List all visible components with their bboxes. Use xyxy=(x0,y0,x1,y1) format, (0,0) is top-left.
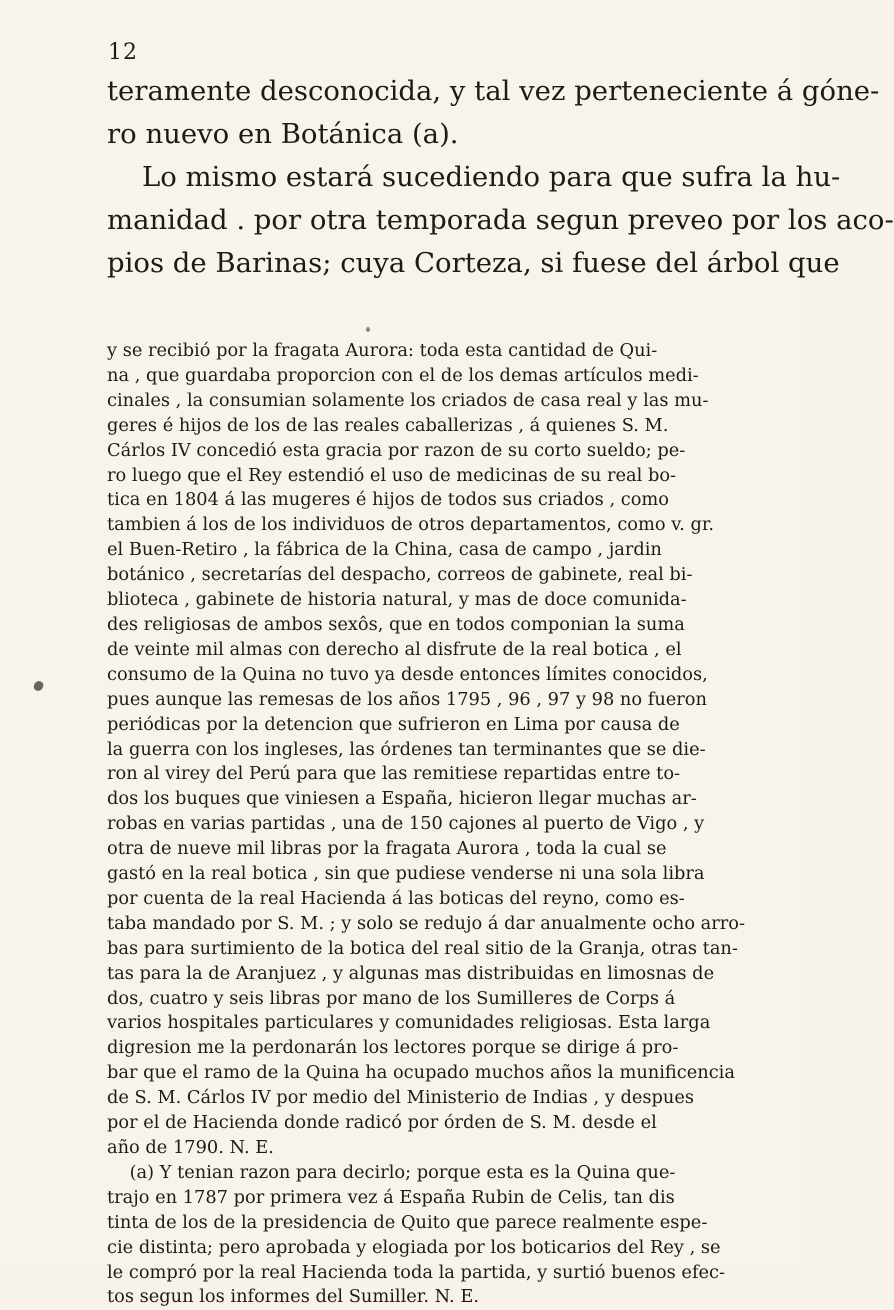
note-line: le compró por la real Hacienda toda la partida, y surtió buenos efec- xyxy=(107,1261,726,1283)
note-line: tinta de los de la presidencia de Quito que parece realmente espe- xyxy=(107,1211,708,1233)
note-line: dos los buques que viniesen a España, hicieron llegar muchas ar- xyxy=(107,788,697,810)
note-line: trajo en 1787 por primera vez á España Rubin de Celis, tan dis xyxy=(107,1186,675,1208)
note-line: digresion me la perdonarán los lectores porque se dirige á pro- xyxy=(107,1037,679,1059)
note-line: el Buen-Retiro , la fábrica de la China, casa de campo , jardin xyxy=(107,539,662,561)
note-line: ro luego que el Rey estendió el uso de medicinas de su real bo- xyxy=(107,464,677,486)
note-line: bas para surtimiento de la botica del real sitio de la Granja, otras tan- xyxy=(107,937,738,959)
note-line: na , que guardaba proporcion con el de los demas artículos medi- xyxy=(107,364,699,386)
note-line: tica en 1804 á las mugeres é hijos de todos sus criados , como xyxy=(107,489,669,511)
note-line: blioteca , gabinete de historia natural, y mas de doce comunida- xyxy=(107,589,687,611)
note-line: botánico , secretarías del despacho, correos de gabinete, real bi- xyxy=(107,564,693,586)
note-line: tas para la de Aranjuez , y algunas mas distribuidas en limosnas de xyxy=(107,962,715,984)
note-line: Cárlos IV concedió esta gracia por razon de su corto sueldo; pe- xyxy=(107,439,686,461)
note-line: de veinte mil almas con derecho al disfrute de la real botica , el xyxy=(107,638,682,660)
note-line: consumo de la Quina no tuvo ya desde entonces límites conocidos, xyxy=(107,663,708,685)
note-line: tambien á los de los individuos de otros departamentos, como v. gr. xyxy=(107,514,715,536)
main-line: pios de Barinas; cuya Corteza, si fuese del árbol que xyxy=(107,247,840,279)
note-line: pues aunque las remesas de los años 1795 , 96 , 97 y 98 no fueron xyxy=(107,688,707,710)
note-line: geres é hijos de los de las reales caballerizas , á quienes S. M. xyxy=(107,414,669,436)
ink-smudge xyxy=(366,327,370,332)
main-body-text xyxy=(107,70,894,285)
note-line: des religiosas de ambos sexôs, que en todos componian la suma xyxy=(107,613,685,635)
note-line: bar que el ramo de la Quina ha ocupado muchos años la munificencia xyxy=(107,1062,735,1084)
margin-ink-mark xyxy=(32,680,44,693)
note-line: robas en varias partidas , una de 150 cajones al puerto de Vigo , y xyxy=(107,813,705,835)
footnote-text xyxy=(107,339,745,1310)
note-line: ron al virey del Perú para que las remitiese repartidas entre to- xyxy=(107,763,681,785)
note-line: cinales , la consumian solamente los criados de casa real y las mu- xyxy=(107,389,709,411)
note-line: la guerra con los ingleses, las órdenes tan terminantes que se die- xyxy=(107,738,706,760)
note-line: año de 1790. N. E. xyxy=(107,1137,274,1158)
main-line: teramente desconocida, y tal vez perteneciente á góne- xyxy=(107,75,880,107)
note-line: cie distinta; pero aprobada y elogiada por los boticarios del Rey , se xyxy=(107,1236,721,1258)
note-line: dos, cuatro y seis libras por mano de los Sumilleres de Corps á xyxy=(107,987,676,1009)
main-line: manidad . por otra temporada segun preveo por los aco- xyxy=(107,204,894,236)
main-line: ro nuevo en Botánica (a). xyxy=(107,118,459,150)
note-line: varios hospitales particulares y comunidades religiosas. Esta larga xyxy=(107,1012,711,1034)
note-line: por el de Hacienda donde radicó por órden de S. M. desde el xyxy=(107,1112,657,1134)
note-line: otra de nueve mil libras por la fragata Aurora , toda la cual se xyxy=(107,838,667,860)
main-line: Lo mismo estará sucediendo para que sufra la hu- xyxy=(107,161,841,193)
note-line: por cuenta de la real Hacienda á las boticas del reyno, como es- xyxy=(107,887,685,909)
note-line: y se recibió por la fragata Aurora: toda esta cantidad de Qui- xyxy=(107,340,658,361)
note-line: tos segun los informes del Sumiller. N. E. xyxy=(107,1286,479,1308)
note-line: gastó en la real botica , sin que pudiese venderse ni una sola libra xyxy=(107,863,705,885)
note-line: taba mandado por S. M. ; y solo se redujo á dar anualmente ocho arro- xyxy=(107,912,745,934)
note-line: (a) Y tenian razon para decirlo; porque esta es la Quina que- xyxy=(107,1161,676,1183)
page-number: 12 xyxy=(108,40,138,65)
note-line: periódicas por la detencion que sufrieron en Lima por causa de xyxy=(107,713,680,735)
note-line: de S. M. Cárlos IV por medio del Ministerio de Indias , y despues xyxy=(107,1087,694,1109)
